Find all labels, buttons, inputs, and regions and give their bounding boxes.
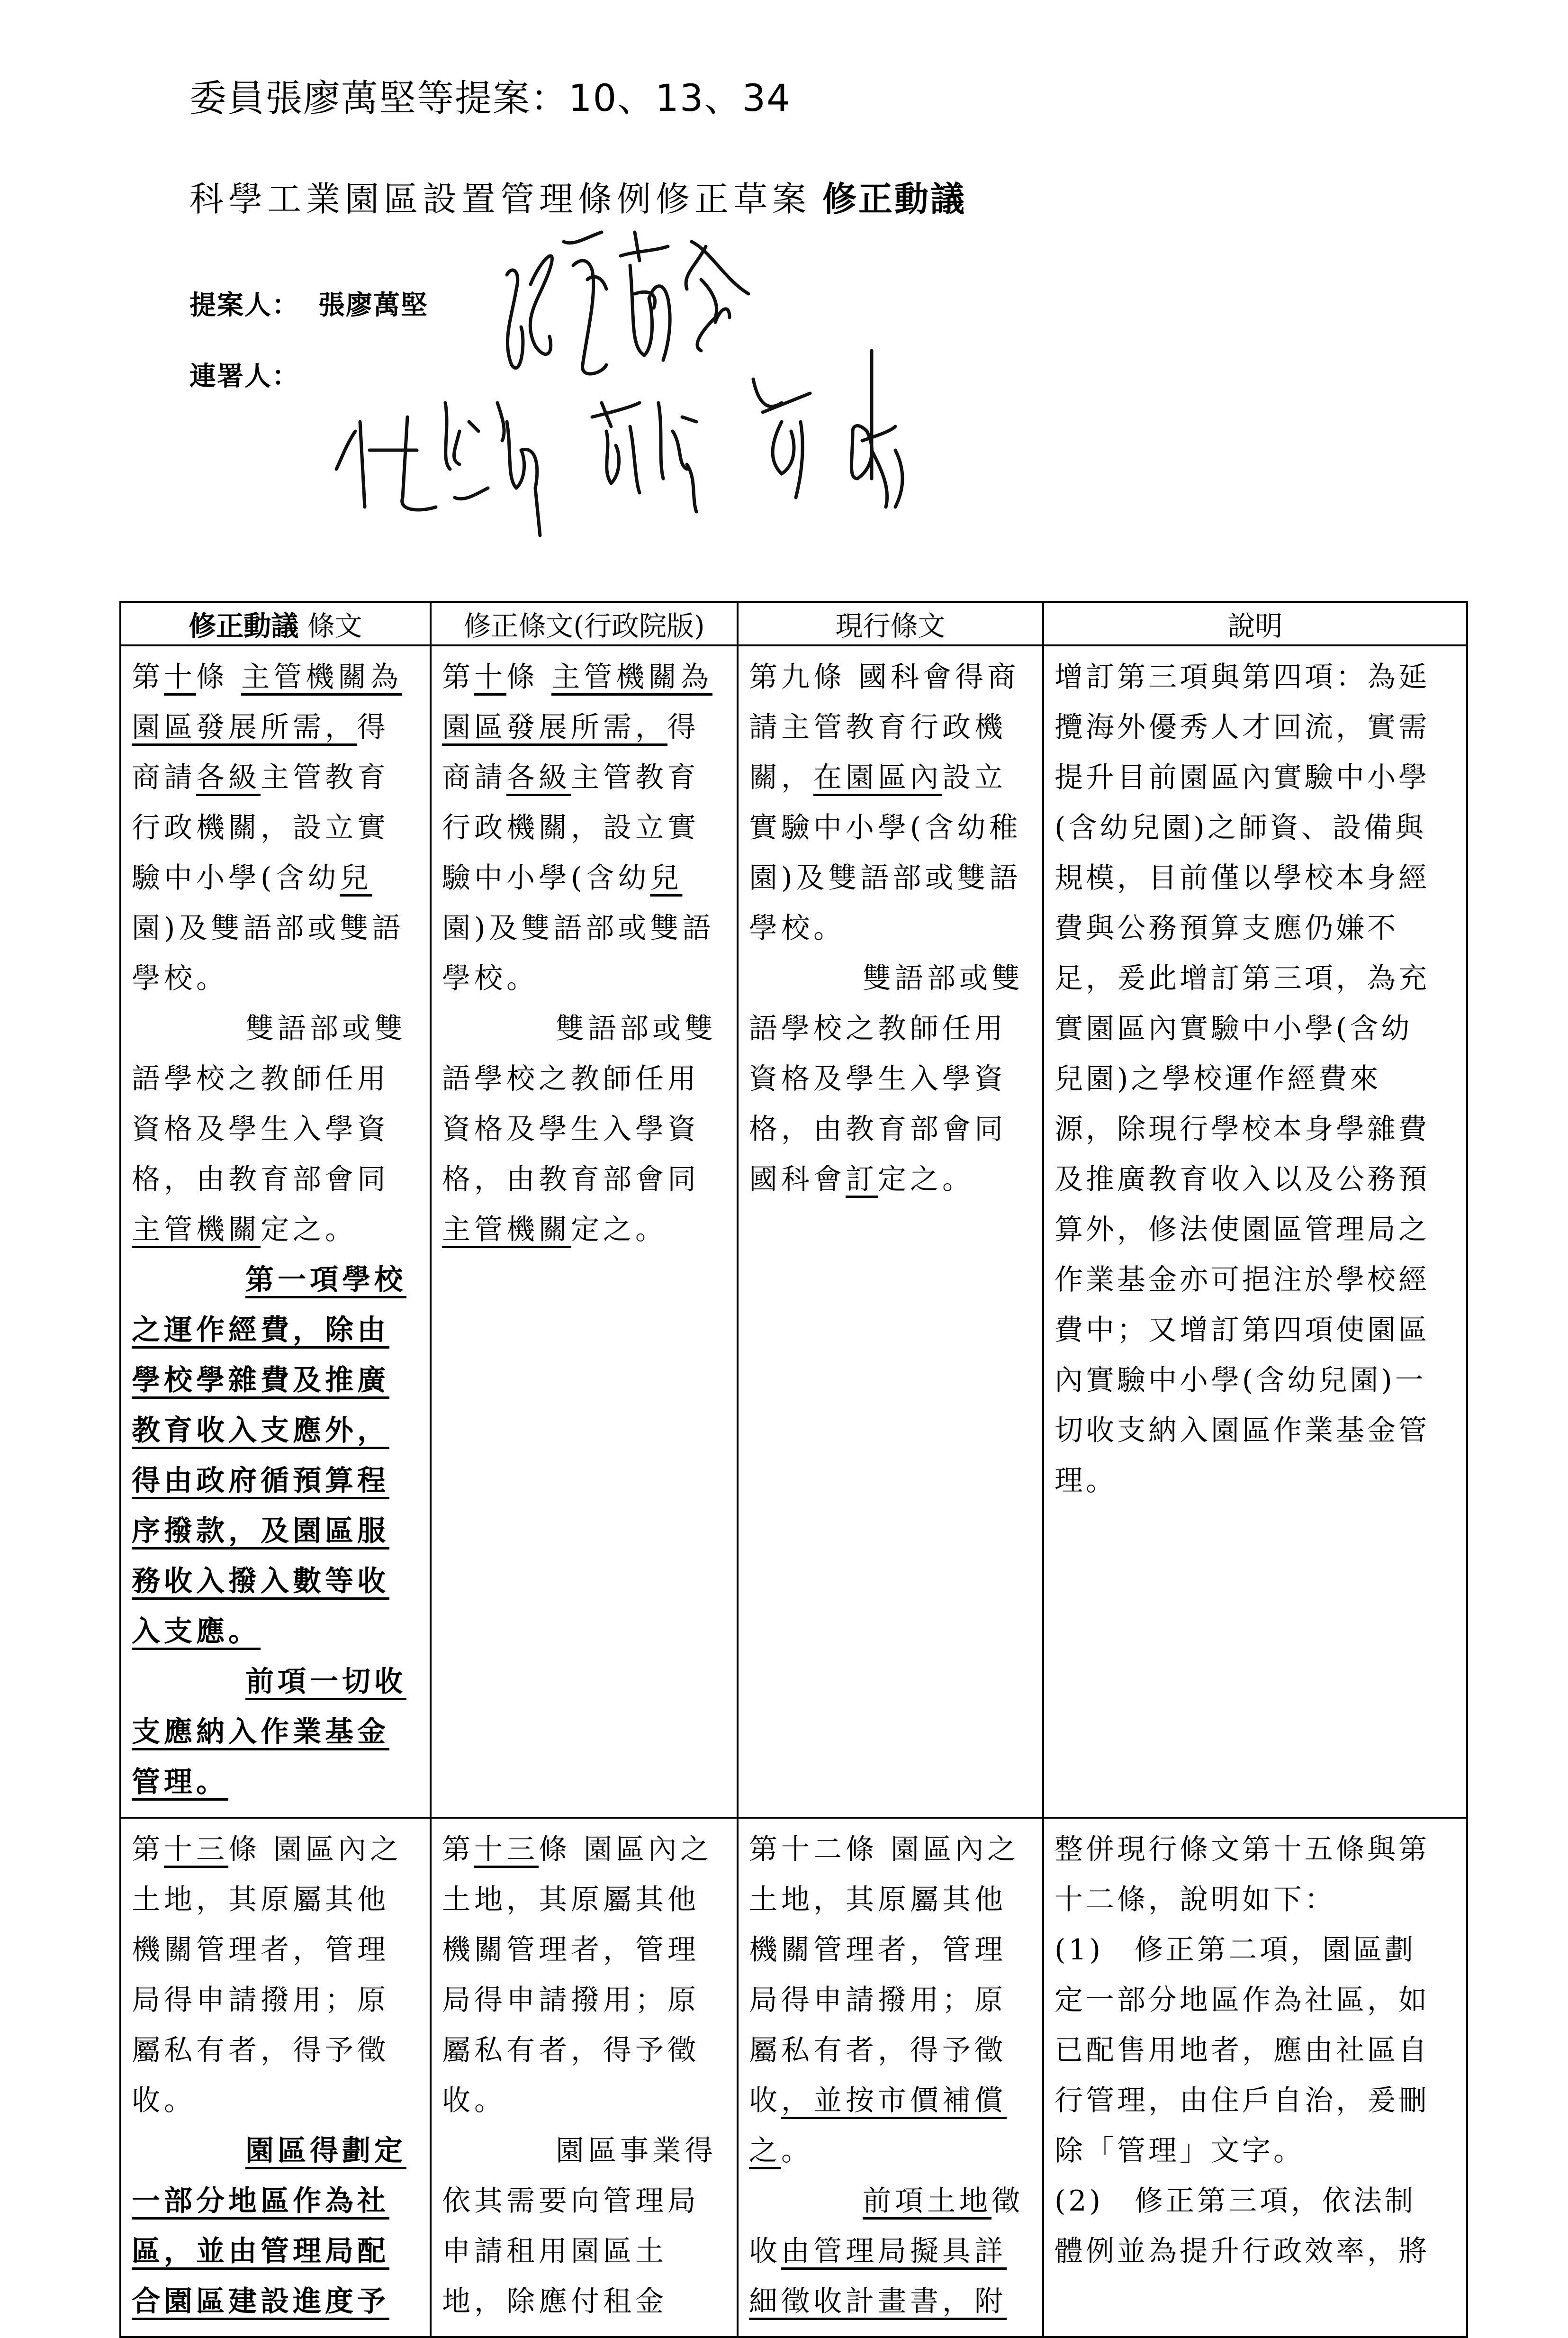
- text-segment: 國科會: [749, 1163, 846, 1196]
- text-segment: 語學校之教師任用: [442, 1062, 700, 1096]
- text-segment: 增訂第三項與第四項：為延: [1054, 661, 1430, 694]
- cell-text: [1044, 1819, 1466, 2286]
- text-segment: 格，由教育部會同: [132, 1163, 389, 1196]
- amended-text: 支應納入作業基金: [132, 1715, 389, 1749]
- text-line: [1054, 652, 1456, 702]
- text-segment: 設立: [942, 761, 1007, 794]
- text-segment: 條 園區內之: [228, 1833, 403, 1866]
- motion-article-cell: [120, 1818, 431, 2337]
- text-segment: 園)及雙語部或雙語: [132, 912, 405, 945]
- comparison-table: [119, 601, 1468, 2338]
- text-line: [442, 2176, 726, 2226]
- text-segment: 關，: [749, 761, 813, 794]
- text-line: [749, 1054, 1032, 1104]
- column-header-rest: 條文: [298, 610, 362, 642]
- text-line: [749, 1875, 1032, 1925]
- underlined-text: 十三: [474, 1833, 539, 1866]
- explanation-cell: [1043, 1818, 1467, 2337]
- text-segment: 學校。: [442, 962, 539, 995]
- document-title-text: 科學工業園區設置管理條例修正草案: [189, 179, 811, 219]
- text-line: [749, 1104, 1032, 1154]
- case-number: 委員張廖萬堅等提案：10、13、34: [189, 77, 791, 120]
- text-line: [132, 1154, 419, 1205]
- text-segment: 規模，目前僅以學校本身經: [1054, 861, 1430, 895]
- text-segment: 依其需要向管理局: [442, 2184, 700, 2218]
- underlined-text: 兒: [340, 861, 372, 895]
- text-segment: 雙語部或雙: [863, 962, 1024, 995]
- text-segment: 條: [506, 661, 552, 694]
- text-segment: 第: [132, 661, 164, 694]
- text-segment: 算外，修法使園區管理局之: [1054, 1213, 1430, 1246]
- motion-article-cell: [120, 645, 431, 1818]
- text-line: [132, 953, 419, 1004]
- text-line: [442, 903, 726, 953]
- text-segment: 。: [781, 2134, 813, 2167]
- amended-text: 務收入撥入數等收: [132, 1565, 389, 1598]
- text-segment: 定一部分地區作為社區，如: [1054, 1984, 1430, 2017]
- cell-text: [739, 1819, 1042, 2336]
- cell-text: [432, 1819, 737, 2336]
- text-segment: 屬私有者，得予徵: [442, 2034, 700, 2067]
- text-line: [132, 803, 419, 853]
- text-line: [132, 752, 419, 803]
- text-segment: 第: [442, 661, 474, 694]
- text-line: [1054, 1154, 1456, 1205]
- text-segment: 機關管理者，管理: [442, 1933, 700, 1966]
- text-segment: 機關管理者，管理: [132, 1933, 389, 1966]
- text-segment: 實驗中小學(含幼稚: [749, 811, 1022, 844]
- cell-text: [739, 646, 1042, 1214]
- text-line: [749, 2276, 1032, 2327]
- document-title-motion: 修正動議: [822, 179, 967, 219]
- text-segment: 定之。: [571, 1213, 667, 1246]
- text-line: [132, 2025, 419, 2075]
- column-header-main: 修正動議: [189, 610, 299, 642]
- current-article-cell: [738, 645, 1043, 1818]
- text-line: [442, 2226, 726, 2276]
- text-segment: 體例並為提升行政效率，將: [1054, 2235, 1430, 2268]
- text-segment: 費中；又增訂第四項使園區: [1054, 1314, 1430, 1347]
- text-line: [1054, 1824, 1456, 1875]
- cell-text: [121, 646, 430, 1817]
- text-segment: 屬私有者，得予徵: [749, 2034, 1007, 2067]
- text-segment: 得: [357, 711, 389, 744]
- amended-text: 序撥款，及園區服: [132, 1514, 389, 1548]
- text-segment: 理。: [1054, 1464, 1117, 1497]
- text-segment: 局得申請撥用；原: [749, 1984, 1007, 2017]
- text-line: [132, 2075, 419, 2126]
- text-line: [132, 1875, 419, 1925]
- text-segment: 源，除現行學校本身學雜費: [1054, 1113, 1430, 1146]
- text-line: [132, 1456, 419, 1506]
- text-line: [132, 652, 419, 702]
- text-segment: 語學校之教師任用: [132, 1062, 389, 1096]
- text-line: [1054, 1054, 1456, 1104]
- text-segment: 屬私有者，得予徵: [132, 2034, 389, 2067]
- text-line: [1054, 2025, 1456, 2075]
- underlined-text: 前項土地: [863, 2184, 991, 2218]
- text-line: [749, 1824, 1032, 1875]
- text-line: [132, 1657, 419, 1707]
- text-segment: 除「管理」文字。: [1054, 2134, 1305, 2167]
- text-line: [749, 702, 1032, 752]
- text-line: [1054, 1456, 1456, 1506]
- text-segment: 行政機關，設立實: [442, 811, 700, 844]
- text-segment: 徵: [991, 2184, 1024, 2218]
- text-line: [132, 1405, 419, 1456]
- text-line: [1054, 803, 1456, 853]
- text-line: [749, 2025, 1032, 2075]
- text-line: [749, 1975, 1032, 2025]
- text-segment: 土地，其原屬其他: [442, 1883, 700, 1916]
- text-segment: 整併現行條文第十五條與第: [1054, 1833, 1430, 1866]
- text-segment: 切收支納入園區作業基金管: [1054, 1414, 1430, 1447]
- amended-text: 教育收入支應外，: [132, 1414, 389, 1447]
- underlined-text: 兒: [650, 861, 683, 895]
- current-article-cell: [738, 1818, 1043, 2337]
- amended-text: 之運作經費，除由: [132, 1314, 389, 1347]
- text-segment: 內實驗中小學(含幼兒園)一: [1054, 1364, 1426, 1397]
- amended-text: 入支應。: [132, 1615, 261, 1648]
- text-line: [132, 1205, 419, 1255]
- text-segment: 驗中小學(含幼: [132, 861, 340, 895]
- table-header-row: [120, 602, 1467, 645]
- underlined-text: 由管理局擬具詳: [781, 2235, 1007, 2268]
- text-line: [749, 1154, 1032, 1205]
- cell-text: [1044, 646, 1466, 1515]
- text-line: [1054, 1004, 1456, 1054]
- underlined-text: 十: [164, 661, 196, 694]
- text-segment: 收。: [132, 2084, 196, 2117]
- underlined-text: 主管機關: [442, 1213, 571, 1246]
- text-line: [749, 953, 1032, 1004]
- text-line: [442, 1205, 726, 1255]
- text-line: [749, 803, 1032, 853]
- document-title: [189, 172, 966, 221]
- text-line: [442, 1824, 726, 1875]
- text-line: [132, 903, 419, 953]
- text-line: [132, 1054, 419, 1104]
- text-segment: 得: [667, 711, 700, 744]
- text-segment: 雙語部或雙: [245, 1012, 406, 1045]
- text-line: [442, 953, 726, 1004]
- proposer-name: 張廖萬堅: [318, 290, 428, 321]
- text-line: [749, 2126, 1032, 2176]
- text-segment: 及推廣教育收入以及公務預: [1054, 1163, 1430, 1196]
- text-segment: 申請租用園區土: [442, 2235, 667, 2268]
- text-segment: 土地，其原屬其他: [132, 1883, 389, 1916]
- text-segment: 局得申請撥用；原: [132, 1984, 389, 2017]
- text-segment: 機關管理者，管理: [749, 1933, 1007, 1966]
- text-line: [132, 1707, 419, 1757]
- text-segment: 作業基金亦可挹注於學校經: [1054, 1263, 1430, 1296]
- column-header-explanation: [1043, 602, 1467, 645]
- text-segment: 園區事業得: [556, 2134, 717, 2167]
- text-line: [132, 1925, 419, 1975]
- text-line: [132, 2176, 419, 2226]
- underlined-text: 細徵收計畫書，附: [749, 2285, 1007, 2318]
- amended-text: 區，並由管理局配: [132, 2235, 389, 2268]
- text-line: [1054, 1205, 1456, 1255]
- amended-text: 一部分地區作為社: [132, 2184, 389, 2218]
- text-line: [749, 853, 1032, 903]
- text-segment: 第: [442, 1833, 474, 1866]
- text-line: [442, 1004, 726, 1054]
- text-segment: 資格及學生入學資: [132, 1113, 389, 1146]
- text-segment: 第十二條 園區內之: [749, 1833, 1020, 1866]
- text-line: [132, 1556, 419, 1606]
- text-line: [442, 1875, 726, 1925]
- explanation-cell: [1043, 645, 1467, 1818]
- amended-text: 前項一切收: [245, 1665, 406, 1698]
- text-segment: 收: [749, 2084, 781, 2117]
- text-line: [132, 853, 419, 903]
- text-segment: 定之。: [878, 1163, 974, 1196]
- text-line: [442, 2276, 726, 2327]
- column-header-main: 說明: [1227, 610, 1283, 642]
- underlined-text: 主管機關: [132, 1213, 261, 1246]
- amended-text: 合園區建設進度予: [132, 2285, 389, 2318]
- text-line: [442, 702, 726, 752]
- text-line: [749, 2075, 1032, 2126]
- text-line: [1054, 1305, 1456, 1355]
- text-line: [442, 1154, 726, 1205]
- text-line: [442, 2075, 726, 2126]
- text-line: [749, 2176, 1032, 2226]
- text-line: [132, 1305, 419, 1355]
- text-line: [1054, 1255, 1456, 1305]
- text-line: [442, 752, 726, 803]
- text-line: [132, 1355, 419, 1405]
- text-line: [1054, 2226, 1456, 2276]
- column-header-current: [738, 602, 1043, 645]
- amended-text: 第一項學校: [245, 1263, 406, 1296]
- text-segment: 語學校之教師任用: [749, 1012, 1007, 1045]
- text-line: [442, 1925, 726, 1975]
- text-line: [1054, 752, 1456, 803]
- text-segment: 雙語部或雙: [556, 1012, 717, 1045]
- text-line: [132, 1506, 419, 1556]
- text-segment: 足，爰此增訂第三項，為充: [1054, 962, 1430, 995]
- underlined-text: 訂: [846, 1163, 878, 1196]
- text-segment: 條 園區內之: [539, 1833, 713, 1866]
- text-segment: 行政機關，設立實: [132, 811, 389, 844]
- text-line: [1054, 2176, 1456, 2226]
- underlined-text: 園區發展所需，: [132, 711, 357, 744]
- text-line: [132, 1255, 419, 1305]
- text-segment: 資格及學生入學資: [749, 1062, 1007, 1096]
- text-segment: 驗中小學(含幼: [442, 861, 650, 895]
- underlined-text: 主管機關為: [551, 661, 713, 694]
- text-line: [1054, 1405, 1456, 1456]
- text-line: [442, 1104, 726, 1154]
- text-line: [132, 1975, 419, 2025]
- amended-text: 得由政府循預算程: [132, 1464, 389, 1497]
- text-line: [1054, 903, 1456, 953]
- text-segment: 學校。: [132, 962, 228, 995]
- text-segment: 定之。: [261, 1213, 357, 1246]
- text-segment: 商請: [132, 761, 196, 794]
- text-line: [132, 1757, 419, 1807]
- text-segment: 實園區內實驗中小學(含幼: [1054, 1012, 1413, 1045]
- text-segment: 資格及學生入學資: [442, 1113, 700, 1146]
- text-segment: 第: [132, 1833, 164, 1866]
- text-segment: 格，由教育部會同: [749, 1113, 1007, 1146]
- text-segment: 條: [196, 661, 242, 694]
- underlined-text: 園區發展所需，: [442, 711, 667, 744]
- proposer-label: 提案人：: [189, 290, 299, 321]
- text-line: [442, 652, 726, 702]
- text-line: [442, 1054, 726, 1104]
- underlined-text: 各級: [506, 761, 571, 794]
- text-line: [442, 2025, 726, 2075]
- text-segment: (含幼兒園)之師資、設備與: [1054, 811, 1426, 844]
- column-header-executive-yuan: [431, 602, 738, 645]
- cosigner-signature: [327, 308, 1369, 545]
- text-line: [749, 1004, 1032, 1054]
- underlined-text: 十三: [164, 1833, 228, 1866]
- column-header-motion: [120, 602, 431, 645]
- amended-text: 管理。: [132, 1766, 228, 1799]
- text-segment: 園)及雙語部或雙語: [749, 861, 1022, 895]
- text-segment: 已配售用地者，應由社區自: [1054, 2034, 1430, 2067]
- text-line: [749, 652, 1032, 702]
- underlined-text: 主管機關為: [241, 661, 403, 694]
- underlined-text: 在園區內: [813, 761, 942, 794]
- text-line: [132, 1606, 419, 1657]
- text-segment: 費與公務預算支應仍嫌不: [1054, 912, 1398, 945]
- text-segment: (2) 修正第三項，依法制: [1054, 2184, 1416, 2218]
- underlined-text: 之: [749, 2134, 781, 2167]
- text-line: [749, 2226, 1032, 2276]
- text-segment: 行管理，由住戶自治，爰刪: [1054, 2084, 1430, 2117]
- cosigner-label: 連署人：: [189, 361, 299, 392]
- text-segment: 學校。: [749, 912, 846, 945]
- underlined-text: ，並按市價補償: [781, 2084, 1007, 2117]
- text-segment: 地，除應付租金: [442, 2285, 667, 2318]
- cell-text: [121, 1819, 430, 2336]
- text-line: [132, 702, 419, 752]
- text-line: [132, 2126, 419, 2176]
- text-line: [132, 1104, 419, 1154]
- text-segment: 第九條 國科會得商: [749, 661, 1020, 694]
- text-line: [1054, 702, 1456, 752]
- text-segment: 土地，其原屬其他: [749, 1883, 1007, 1916]
- text-segment: 十二條，說明如下：: [1054, 1883, 1336, 1916]
- underlined-text: 十: [474, 661, 506, 694]
- text-segment: 兒園)之學校運作經費來: [1054, 1062, 1381, 1096]
- text-line: [132, 2276, 419, 2327]
- column-header-main: 修正條文(行政院版): [463, 610, 705, 642]
- text-line: [1054, 2126, 1456, 2176]
- text-line: [1054, 1355, 1456, 1405]
- text-line: [1054, 1875, 1456, 1925]
- text-segment: 主管教育: [571, 761, 700, 794]
- underlined-text: 各級: [196, 761, 261, 794]
- text-line: [1054, 1925, 1456, 1975]
- text-line: [1054, 853, 1456, 903]
- text-line: [442, 1975, 726, 2025]
- amended-text: 學校學雜費及推廣: [132, 1364, 389, 1397]
- text-line: [132, 1004, 419, 1054]
- text-line: [1054, 953, 1456, 1004]
- text-line: [132, 2226, 419, 2276]
- text-line: [749, 752, 1032, 803]
- text-segment: 收。: [442, 2084, 506, 2117]
- text-line: [749, 1925, 1032, 1975]
- text-line: [1054, 1975, 1456, 2025]
- text-segment: 收: [749, 2235, 781, 2268]
- executive-yuan-article-cell: [431, 645, 738, 1818]
- amended-text: 園區得劃定: [245, 2134, 406, 2167]
- text-line: [442, 853, 726, 903]
- text-segment: 主管教育: [261, 761, 389, 794]
- text-line: [1054, 1104, 1456, 1154]
- text-segment: 商請: [442, 761, 506, 794]
- text-segment: 園)及雙語部或雙語: [442, 912, 715, 945]
- table-row: [120, 1818, 1467, 2337]
- cosigner-row: [189, 355, 299, 393]
- text-segment: (1) 修正第二項，園區劃: [1054, 1933, 1416, 1966]
- cell-text: [432, 646, 737, 1264]
- text-line: [442, 803, 726, 853]
- table-row: [120, 645, 1467, 1818]
- executive-yuan-article-cell: [431, 1818, 738, 2337]
- text-line: [749, 903, 1032, 953]
- text-segment: 攬海外優秀人才回流，實需: [1054, 711, 1430, 744]
- text-line: [442, 2126, 726, 2176]
- text-segment: 格，由教育部會同: [442, 1163, 700, 1196]
- text-line: [132, 1824, 419, 1875]
- text-line: [1054, 2075, 1456, 2126]
- text-segment: 提升目前園區內實驗中小學: [1054, 761, 1430, 794]
- text-segment: 局得申請撥用；原: [442, 1984, 700, 2017]
- column-header-main: 現行條文: [835, 610, 946, 642]
- text-segment: 請主管教育行政機: [749, 711, 1007, 744]
